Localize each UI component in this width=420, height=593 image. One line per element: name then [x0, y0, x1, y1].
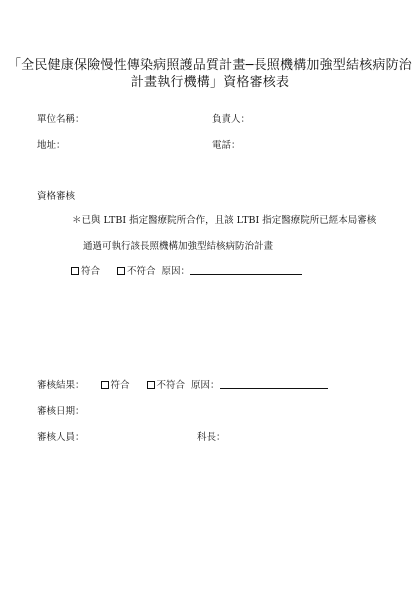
- qualification-options: [71, 263, 302, 277]
- reviewer-label: 審核人員：: [37, 432, 85, 443]
- qualification-reason-label: 原因：: [161, 266, 191, 277]
- checkbox-icon[interactable]: [117, 267, 125, 275]
- result-row: [37, 377, 328, 391]
- checkbox-icon[interactable]: [101, 381, 109, 389]
- result-fail-option[interactable]: 不符合: [147, 377, 186, 391]
- address-label: 地址：: [37, 140, 66, 151]
- unit-name-label: 單位名稱：: [37, 114, 85, 125]
- phone-label: 電話：: [212, 140, 241, 151]
- review-date-label: 審核日期：: [37, 406, 85, 417]
- qualification-heading: 資格審核: [37, 191, 76, 202]
- result-pass-option[interactable]: 符合: [101, 377, 130, 391]
- result-label: 審核結果：: [37, 380, 85, 391]
- checkbox-icon[interactable]: [147, 381, 155, 389]
- qualification-statement-line1: ＊已與 LTBI 指定醫療院所合作，且該 LTBI 指定醫療院所已經本局審核: [72, 215, 377, 226]
- qualification-reason-field[interactable]: [190, 265, 302, 275]
- result-reason-label: 原因：: [191, 380, 220, 391]
- form-title-line2: 計畫執行機構」資格審核表: [130, 75, 290, 90]
- checkbox-icon[interactable]: [71, 267, 79, 275]
- form-title-line1: 「全民健康保險慢性傳染病照護品質計畫─長照機構加強型結核病防治: [7, 58, 413, 73]
- responsible-label: 負責人：: [212, 114, 251, 125]
- section-chief-label: 科長：: [197, 432, 226, 443]
- qualification-statement-line2: 通過可執行該長照機構加強型結核病防治計畫: [83, 241, 274, 252]
- qualification-pass-option[interactable]: 符合: [71, 263, 100, 277]
- qualification-fail-option[interactable]: 不符合: [117, 263, 156, 277]
- result-reason-field[interactable]: [220, 379, 328, 389]
